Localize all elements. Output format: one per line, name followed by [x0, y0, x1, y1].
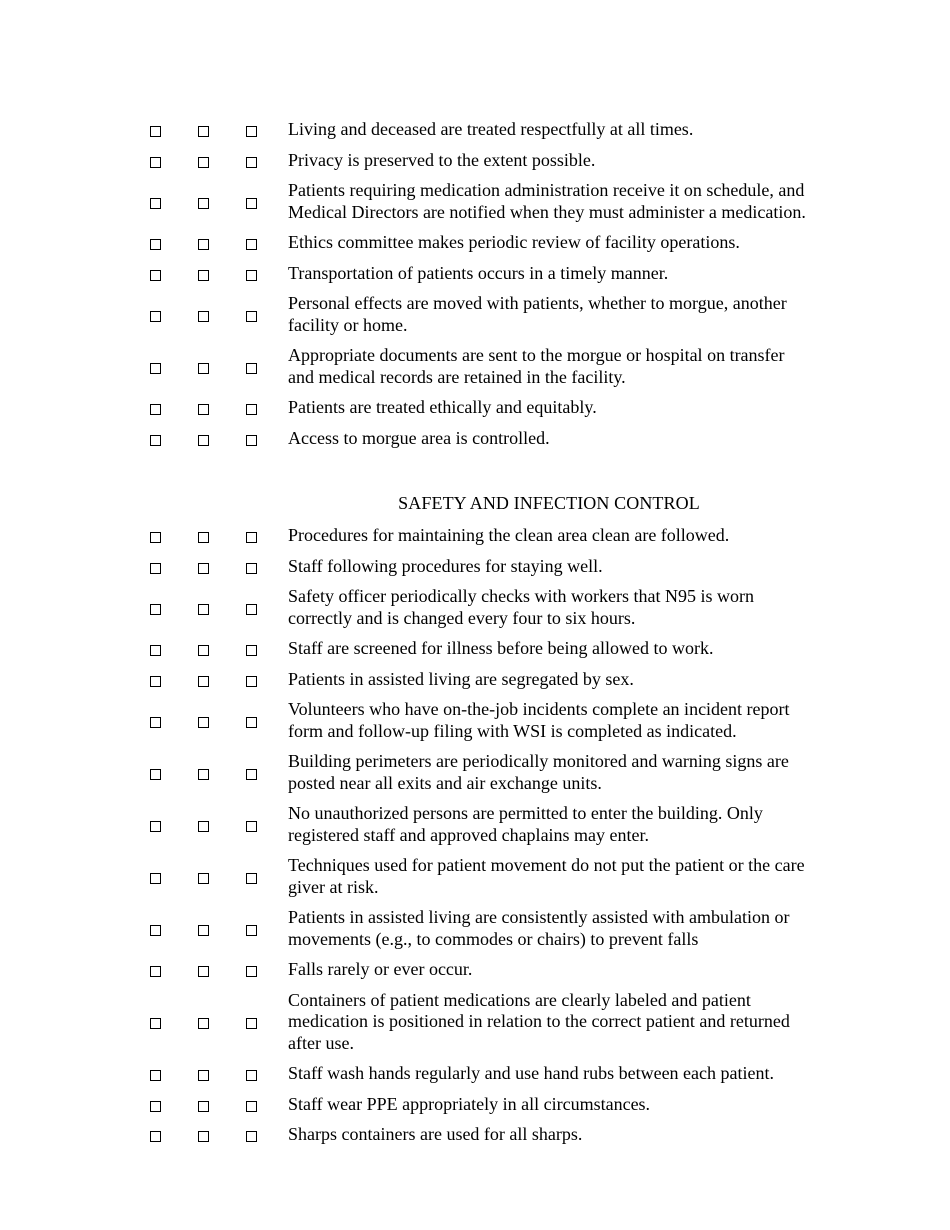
checkbox-group [0, 988, 288, 1058]
checkbox-col-3[interactable] [246, 717, 257, 728]
checklist-row [0, 554, 950, 581]
checkbox-col-1[interactable] [150, 126, 161, 137]
checklist-row [0, 749, 950, 797]
checkbox-col-2[interactable] [198, 966, 209, 977]
checkbox-group [0, 1061, 288, 1088]
checkbox-col-2[interactable] [198, 157, 209, 168]
checkbox-group [0, 343, 288, 391]
checklist-row [0, 426, 950, 453]
checkbox-col-1[interactable] [150, 1131, 161, 1142]
checkbox-col-2[interactable] [198, 532, 209, 543]
checkbox-col-1[interactable] [150, 717, 161, 728]
checkbox-group [0, 117, 288, 144]
checklist-row [0, 117, 950, 144]
checkbox-group [0, 667, 288, 694]
checkbox-col-1[interactable] [150, 404, 161, 415]
checkbox-col-2[interactable] [198, 1018, 209, 1029]
checkbox-col-3[interactable] [246, 563, 257, 574]
checkbox-group [0, 395, 288, 422]
checklist-row [0, 667, 950, 694]
checkbox-col-2[interactable] [198, 1131, 209, 1142]
checkbox-col-2[interactable] [198, 198, 209, 209]
checkbox-col-2[interactable] [198, 404, 209, 415]
checkbox-col-1[interactable] [150, 966, 161, 977]
checklist-item-text: Staff wash hands regularly and use hand rubs between each patient. [288, 1063, 775, 1083]
checklist-item-text: Staff are screened for illness before being allowed to work. [288, 638, 714, 658]
checklist-item-text: Containers of patient medications are clearly labeled and patient medication is positioned in relation to the correct patient and returned after use. [288, 989, 790, 1053]
checkbox-col-2[interactable] [198, 311, 209, 322]
checkbox-col-2[interactable] [198, 270, 209, 281]
checkbox-col-3[interactable] [246, 198, 257, 209]
checkbox-group [0, 749, 288, 797]
checkbox-col-2[interactable] [198, 363, 209, 374]
checklist-row [0, 148, 950, 175]
checkbox-col-1[interactable] [150, 1018, 161, 1029]
checkbox-group [0, 291, 288, 339]
checklist-item-text: Living and deceased are treated respectfully at all times. [288, 119, 694, 139]
checkbox-group [0, 853, 288, 901]
checklist-row [0, 905, 950, 953]
checkbox-group [0, 523, 288, 550]
checkbox-col-2[interactable] [198, 126, 209, 137]
checklist-item-text: Volunteers who have on-the-job incidents complete an incident report form and follow-up filing with WSI is completed as indicated. [288, 699, 790, 741]
checkbox-col-3[interactable] [246, 363, 257, 374]
checklist-item-text: Access to morgue area is controlled. [288, 427, 550, 448]
checklist-item-text: Patients requiring medication administration receive it on schedule, and Medical Directors are notified when they must administer a medication. [288, 180, 806, 222]
checklist-row [0, 178, 950, 226]
checkbox-col-3[interactable] [246, 239, 257, 250]
checkbox-col-3[interactable] [246, 604, 257, 615]
checkbox-group [0, 426, 288, 453]
checkbox-col-1[interactable] [150, 270, 161, 281]
checkbox-col-3[interactable] [246, 966, 257, 977]
checkbox-col-1[interactable] [150, 604, 161, 615]
checklist-row [0, 1092, 950, 1119]
checkbox-col-3[interactable] [246, 645, 257, 656]
checkbox-col-1[interactable] [150, 239, 161, 250]
checkbox-col-1[interactable] [150, 435, 161, 446]
checklist-item-text: Sharps containers are used for all sharps. [288, 1124, 583, 1144]
checklist-item-text: No unauthorized persons are permitted to enter the building. Only registered staff and approved chaplains may enter. [288, 803, 763, 845]
checkbox-col-1[interactable] [150, 563, 161, 574]
checklist-row [0, 853, 950, 901]
checkbox-col-1[interactable] [150, 645, 161, 656]
checklist-row [0, 801, 950, 849]
checkbox-group [0, 636, 288, 663]
checkbox-col-3[interactable] [246, 532, 257, 543]
checklist-item-text: Appropriate documents are sent to the morgue or hospital on transfer and medical records are retained in the facility. [288, 345, 785, 387]
checklist-item-text: Safety officer periodically checks with workers that N95 is worn correctly and is changed every four to six hours. [288, 586, 755, 628]
checkbox-group [0, 1092, 288, 1119]
checkbox-col-3[interactable] [246, 676, 257, 687]
checkbox-col-3[interactable] [246, 821, 257, 832]
checkbox-col-2[interactable] [198, 1101, 209, 1112]
checkbox-col-1[interactable] [150, 676, 161, 687]
checkbox-col-1[interactable] [150, 769, 161, 780]
checklist-row [0, 584, 950, 632]
checkbox-col-3[interactable] [246, 1018, 257, 1029]
section-heading: SAFETY AND INFECTION CONTROL [398, 493, 700, 513]
checklist-item-text: Procedures for maintaining the clean area clean are followed. [288, 525, 730, 545]
checkbox-group [0, 1122, 288, 1149]
checkbox-col-3[interactable] [246, 1131, 257, 1142]
checkbox-col-3[interactable] [246, 311, 257, 322]
checkbox-col-2[interactable] [198, 821, 209, 832]
checkbox-col-3[interactable] [246, 126, 257, 137]
checkbox-col-2[interactable] [198, 604, 209, 615]
checklist-row [0, 697, 950, 745]
checklist-row [0, 291, 950, 339]
checkbox-col-1[interactable] [150, 821, 161, 832]
checkbox-group [0, 178, 288, 226]
checkbox-col-2[interactable] [198, 1070, 209, 1081]
checkbox-col-2[interactable] [198, 769, 209, 780]
checkbox-col-2[interactable] [198, 873, 209, 884]
checkbox-col-3[interactable] [246, 435, 257, 446]
checkbox-col-3[interactable] [246, 1101, 257, 1112]
checkbox-col-2[interactable] [198, 925, 209, 936]
checkbox-col-2[interactable] [198, 563, 209, 574]
checklist-item-text: Falls rarely or ever occur. [288, 959, 473, 979]
checklist-section-2 [0, 523, 950, 1153]
checklist-item-text: Patients in assisted living are consistently assisted with ambulation or movements (e.g., to commodes or chairs) to prevent falls [288, 907, 790, 949]
checkbox-col-2[interactable] [198, 676, 209, 687]
checklist-row [0, 523, 950, 550]
checklist-item-text: Staff following procedures for staying well. [288, 555, 603, 576]
checkbox-col-2[interactable] [198, 239, 209, 250]
checklist-item-text: Patients are treated ethically and equitably. [288, 397, 597, 417]
checkbox-col-2[interactable] [198, 645, 209, 656]
checklist-row [0, 343, 950, 391]
checkbox-col-1[interactable] [150, 532, 161, 543]
checklist-row [0, 395, 950, 422]
checkbox-col-3[interactable] [246, 1070, 257, 1081]
checkbox-col-3[interactable] [246, 925, 257, 936]
checklist-item-text: Techniques used for patient movement do not put the patient or the care giver at risk. [288, 855, 805, 897]
checkbox-group [0, 957, 288, 984]
checklist-item-text: Transportation of patients occurs in a timely manner. [288, 262, 669, 283]
checklist-section-1 [0, 117, 950, 456]
checkbox-group [0, 584, 288, 632]
checkbox-group [0, 554, 288, 581]
checkbox-col-1[interactable] [150, 925, 161, 936]
checklist-item-text: Staff wear PPE appropriately in all circumstances. [288, 1093, 651, 1114]
checklist-row [0, 1122, 950, 1149]
checkbox-col-3[interactable] [246, 769, 257, 780]
checkbox-group [0, 261, 288, 288]
checkbox-col-3[interactable] [246, 270, 257, 281]
checklist-item-text: Building perimeters are periodically monitored and warning signs are posted near all exits and air exchange units. [288, 751, 789, 793]
checkbox-col-1[interactable] [150, 1070, 161, 1081]
checklist-item-text: Personal effects are moved with patients, whether to morgue, another facility or home. [288, 293, 787, 335]
checklist-row [0, 1061, 950, 1088]
checklist-item-text: Patients in assisted living are segregated by sex. [288, 668, 634, 689]
checkbox-group [0, 230, 288, 257]
checkbox-col-3[interactable] [246, 157, 257, 168]
checkbox-col-1[interactable] [150, 311, 161, 322]
checklist-row [0, 988, 950, 1058]
checkbox-col-1[interactable] [150, 873, 161, 884]
checkbox-col-3[interactable] [246, 873, 257, 884]
checklist-item-text: Ethics committee makes periodic review of facility operations. [288, 232, 740, 252]
checkbox-group [0, 905, 288, 953]
checklist-item-text: Privacy is preserved to the extent possible. [288, 149, 596, 170]
checkbox-col-1[interactable] [150, 198, 161, 209]
checkbox-group [0, 697, 288, 745]
checkbox-col-1[interactable] [150, 157, 161, 168]
checkbox-col-1[interactable] [150, 1101, 161, 1112]
checklist-row [0, 230, 950, 257]
checkbox-group [0, 801, 288, 849]
checklist-row [0, 957, 950, 984]
checklist-row [0, 636, 950, 663]
checkbox-col-3[interactable] [246, 404, 257, 415]
checkbox-col-2[interactable] [198, 435, 209, 446]
checklist-row [0, 261, 950, 288]
checkbox-group [0, 148, 288, 175]
checkbox-col-2[interactable] [198, 717, 209, 728]
checkbox-col-1[interactable] [150, 363, 161, 374]
